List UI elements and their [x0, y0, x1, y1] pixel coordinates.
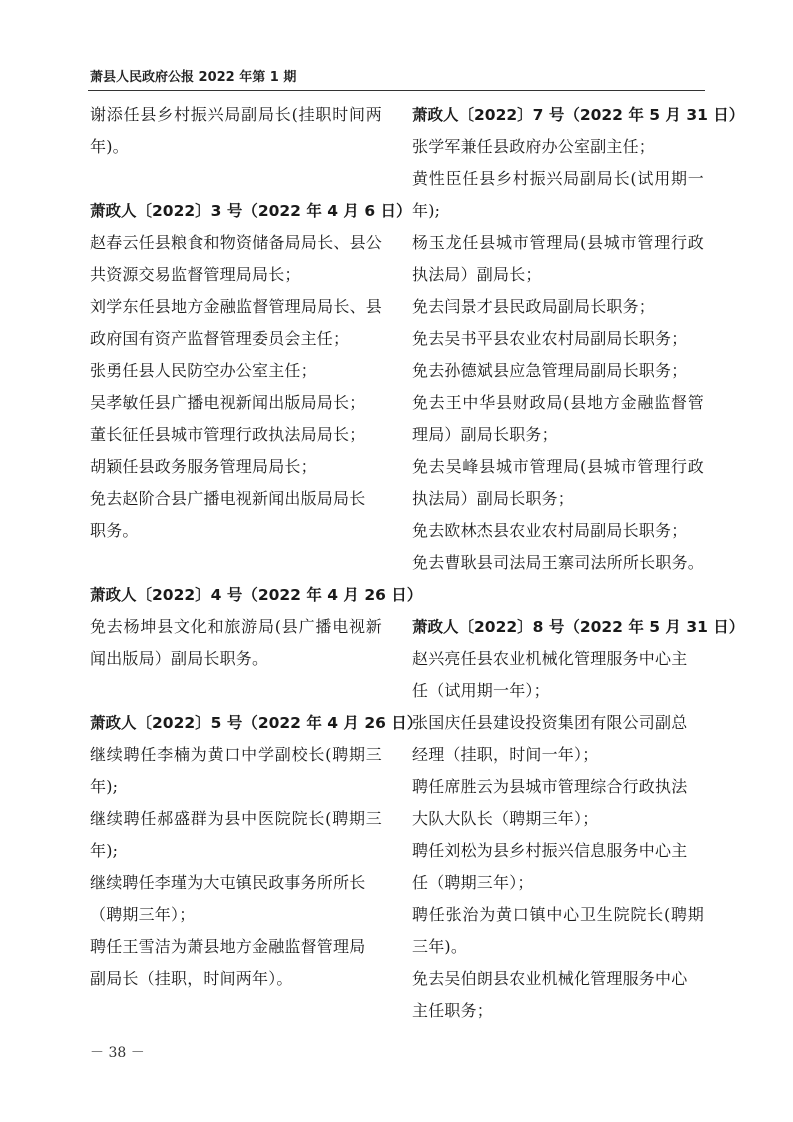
body-line: 共资源交易监督管理局局长；: [90, 265, 301, 284]
body-line: （聘期三年）；: [90, 905, 196, 924]
body-line: 继续聘任李楠为黄口中学副校长(聘期三: [90, 745, 382, 764]
body-line: 黄性臣任县乡村振兴局副局长(试用期一: [412, 169, 704, 188]
order-section: [90, 707, 423, 995]
section-spacer: [412, 579, 704, 611]
header-rule: [88, 90, 705, 91]
order-section: [90, 579, 423, 675]
order-section: [90, 195, 412, 547]
body-line: 政府国有资产监督管理委员会主任；: [90, 329, 350, 348]
body-line: 吴孝敏任县广播电视新闻出版局局长；: [90, 393, 366, 412]
body-line: 继续聘任郝盛群为县中医院院长(聘期三: [90, 809, 382, 828]
order-heading: 萧政人〔2022〕8 号（2022 年 5 月 31 日）: [412, 618, 745, 636]
body-line: 任（聘期三年）；: [412, 873, 534, 892]
body-line: 执法局）副局长；: [412, 265, 542, 284]
body-line: 刘学东任县地方金融监督管理局局长、县: [90, 297, 382, 316]
section-spacer: [90, 675, 382, 707]
section-spacer: [90, 547, 382, 579]
body-line: 谢添任县乡村振兴局副局长(挂职时间两: [90, 105, 382, 124]
right-column: [412, 99, 745, 1027]
body-line: 主任职务；: [412, 1001, 494, 1020]
body-line: 免去王中华县财政局(县地方金融监督管: [412, 393, 704, 412]
body-line: 聘任王雪洁为萧县地方金融监督管理局: [90, 937, 366, 956]
page-number: － 38 －: [90, 1045, 145, 1061]
body-line: 免去孙德斌县应急管理局副局长职务；: [412, 361, 688, 380]
body-line: 免去吴书平县农业农村局副局长职务；: [412, 329, 688, 348]
running-header: 萧县人民政府公报 2022 年第 1 期: [90, 70, 297, 85]
body-line: 聘任刘松为县乡村振兴信息服务中心主: [412, 841, 688, 860]
order-heading: 萧政人〔2022〕5 号（2022 年 4 月 26 日）: [90, 714, 423, 732]
body-line: 免去吴峰县城市管理局(县城市管理行政: [412, 457, 704, 476]
body-line: 张勇任县人民防空办公室主任；: [90, 361, 317, 380]
body-line: 聘任张治为黄口镇中心卫生院院长(聘期: [412, 905, 704, 924]
order-heading: 萧政人〔2022〕3 号（2022 年 4 月 6 日）: [90, 202, 412, 220]
body-line: 免去杨坤县文化和旅游局(县广播电视新: [90, 617, 382, 636]
section-spacer: [90, 163, 382, 195]
body-line: 聘任席胜云为县城市管理综合行政执法: [412, 777, 688, 796]
body-line: 经理（挂职，时间一年）；: [412, 745, 599, 764]
body-line: 免去曹耿县司法局王寨司法所所长职务。: [412, 553, 704, 572]
body-line: 张国庆任县建设投资集团有限公司副总: [412, 713, 688, 732]
body-line: 执法局）副局长职务；: [412, 489, 575, 508]
body-line: 任（试用期一年）；: [412, 681, 550, 700]
body-line: 三年)。: [412, 937, 468, 956]
order-section: [412, 99, 745, 579]
body-line: 免去吴伯朗县农业机械化管理服务中心: [412, 969, 688, 988]
body-line: 免去闫景才县民政局副局长职务；: [412, 297, 656, 316]
body-line: 年);: [90, 777, 119, 796]
body-line: 杨玉龙任县城市管理局(县城市管理行政: [412, 233, 704, 252]
left-column: [90, 99, 423, 995]
body-line: 赵春云任县粮食和物资储备局局长、县公: [90, 233, 382, 252]
body-line: 免去欧林杰县农业农村局副局长职务；: [412, 521, 688, 540]
body-line: 年)。: [90, 137, 129, 156]
body-line: 免去赵阶合县广播电视新闻出版局局长: [90, 489, 366, 508]
order-section: [412, 611, 745, 1027]
body-line: 张学军兼任县政府办公室副主任；: [412, 137, 656, 156]
body-line: 年);: [412, 201, 441, 220]
body-line: 年);: [90, 841, 119, 860]
body-line: 副局长（挂职，时间两年）。: [90, 969, 293, 988]
order-heading: 萧政人〔2022〕7 号（2022 年 5 月 31 日）: [412, 106, 745, 124]
body-line: 大队大队长（聘期三年）；: [412, 809, 599, 828]
body-line: 闻出版局）副局长职务。: [90, 649, 269, 668]
body-line: 继续聘任李瑾为大屯镇民政事务所所长: [90, 873, 366, 892]
body-line: 职务。: [90, 521, 139, 540]
order-section-continued: [90, 99, 382, 163]
body-line: 赵兴亮任县农业机械化管理服务中心主: [412, 649, 688, 668]
body-line: 胡颖任县政务服务管理局局长；: [90, 457, 317, 476]
order-heading: 萧政人〔2022〕4 号（2022 年 4 月 26 日）: [90, 586, 423, 604]
body-line: 理局）副局长职务；: [412, 425, 558, 444]
body-line: 董长征任县城市管理行政执法局局长；: [90, 425, 366, 444]
